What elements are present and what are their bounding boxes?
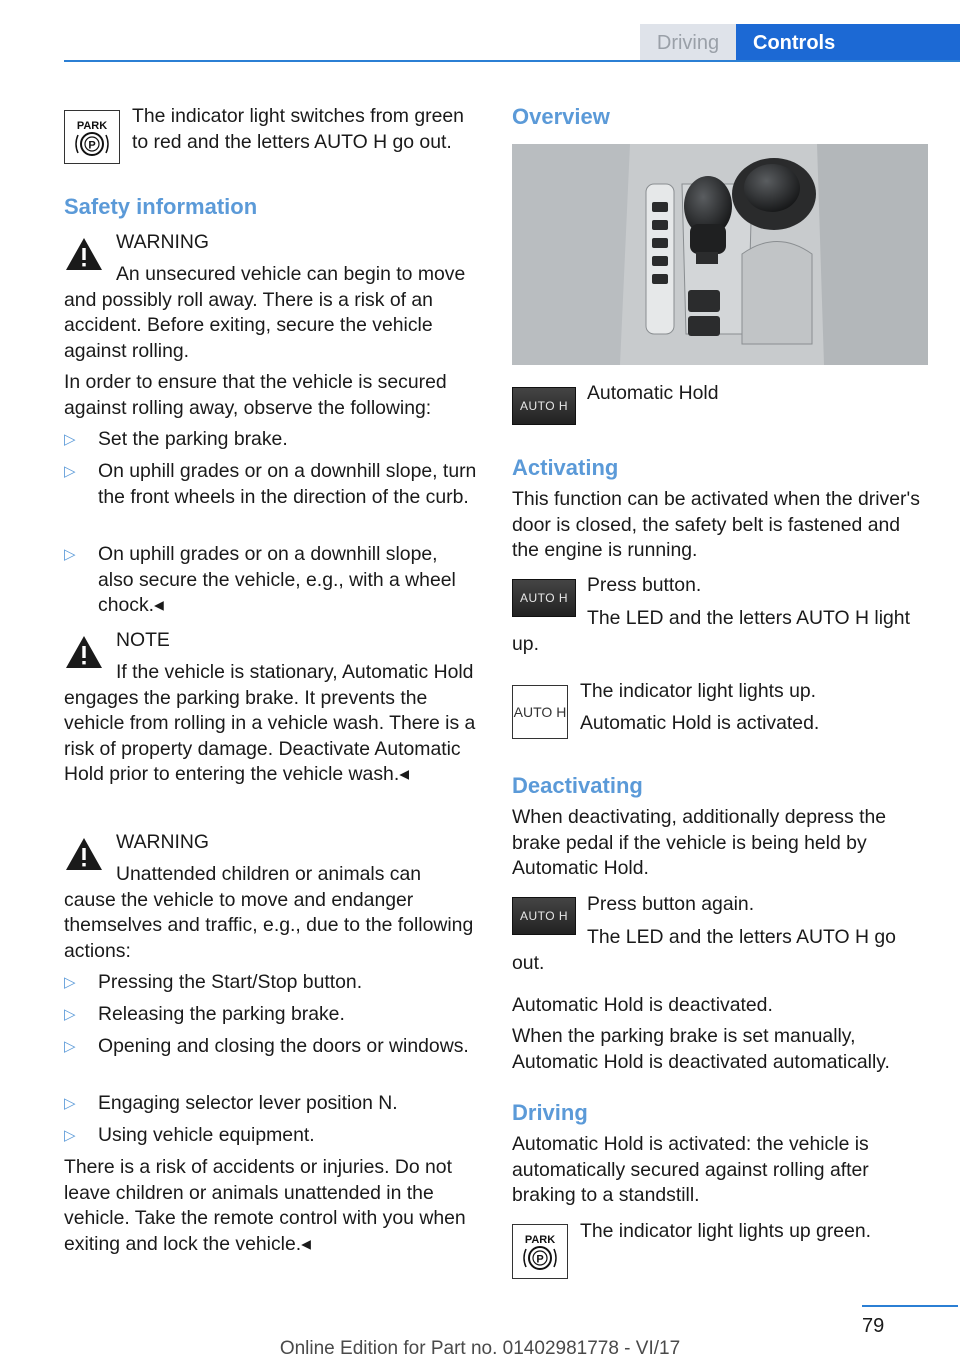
green-light-text: The indicator light lights up green. — [580, 1220, 872, 1242]
manual-brake-text: When the parking brake is set manually, Automatic Hold is deactivated automatically. — [512, 1025, 890, 1073]
note-text: If the vehicle is stationary, Automatic Hold engages the parking brake. It prevents the vehicle from rolling in a vehicle wash. There is a risk of property damage. Deactivate Automatic Hold prior to entering the vehicle wash.◂ — [64, 661, 476, 785]
warning-text: An unsecured vehicle can begin to move and possibly roll away. There is a risk of an accident. Before exiting, secure the vehicle against rolling. — [64, 263, 466, 362]
park-intro-text: The indicator light switches from green to red and the letters AUTO H go out. — [132, 105, 464, 153]
warning-text: Unattended children or animals can cause the vehicle to move and endanger themselves and traffic, e.g., due to the following actions: — [64, 863, 474, 962]
warning-title: WARNING — [116, 831, 209, 853]
footer-rule — [862, 1305, 958, 1307]
svg-text:P: P — [88, 139, 96, 152]
header-rule — [64, 60, 960, 62]
svg-text:PARK: PARK — [76, 120, 108, 132]
indicator-lights-text: The indicator light lights up. — [580, 680, 817, 702]
warning-title: WARNING — [116, 231, 209, 253]
bullet-triangle-icon: ▷ — [64, 431, 76, 448]
auto-h-button-icon: AUTO H — [512, 897, 576, 935]
auto-h-indicator-icon — [512, 685, 568, 739]
svg-text:P: P — [536, 1253, 544, 1266]
park-brake-icon — [64, 110, 120, 164]
press-button-text: Press button. — [587, 574, 702, 596]
deactivating-text: When deactivating, additionally depress the brake pedal if the vehicle is being held by Automatic Hold. — [512, 806, 887, 879]
list-item-text: On uphill grades or on a downhill slope, also secure the vehicle, e.g., with a wheel chock.◂ — [98, 543, 456, 616]
list-item-text: Opening and closing the doors or windows. — [98, 1035, 469, 1057]
list-item-text: Engaging selector lever position N. — [98, 1092, 398, 1114]
ah-activated-text: Automatic Hold is activated. — [580, 712, 820, 734]
note-title: NOTE — [116, 629, 170, 651]
center-console-photo — [512, 144, 928, 365]
deactivating-heading: Deactivating — [512, 773, 643, 798]
activating-text: This function can be activated when the driver's door is closed, the safety belt is fastened and the engine is running. — [512, 488, 920, 561]
svg-text:PARK: PARK — [524, 1234, 556, 1246]
bullet-triangle-icon: ▷ — [64, 1095, 76, 1112]
driving-heading: Driving — [512, 1100, 588, 1125]
warning-follow-text: There is a risk of accidents or injuries. Do not leave children or animals unattended in the vehicle. Take the remote control with you when exiting and lock the vehicle.◂ — [64, 1156, 466, 1255]
edition-footer: Online Edition for Part no. 01402981778 - VI/17 — [279, 1338, 681, 1359]
auto-h-label: Automatic Hold — [587, 382, 719, 404]
list-item-text: On uphill grades or on a downhill slope, turn the front wheels in the direction of the curb. — [98, 460, 477, 508]
list-item-text: Pressing the Start/Stop button. — [98, 971, 363, 993]
activating-heading: Activating — [512, 455, 619, 480]
header-section-tab: Driving — [640, 24, 736, 62]
ah-deactivated-text: Automatic Hold is deactivated. — [512, 994, 773, 1016]
page-number: 79 — [862, 1315, 885, 1337]
auto-h-button-icon: AUTO H — [512, 579, 576, 617]
auto-h-indicator-label: AUTO H — [513, 704, 567, 720]
list-item-text: Set the parking brake. — [98, 428, 288, 450]
bullet-triangle-icon: ▷ — [64, 974, 76, 991]
park-brake-icon — [512, 1224, 568, 1279]
overview-heading: Overview — [512, 104, 610, 129]
auto-h-button-icon: AUTO H — [512, 387, 576, 425]
warning-follow-text: In order to ensure that the vehicle is secured against rolling away, observe the following: — [64, 371, 447, 419]
driving-text: Automatic Hold is activated: the vehicle is automatically secured against rolling after braking to a standstill. — [512, 1133, 869, 1206]
led-light-up-text: The LED and the letters AUTO H light up. — [512, 607, 910, 655]
list-item-text: Using vehicle equipment. — [98, 1124, 315, 1146]
bullet-triangle-icon: ▷ — [64, 1127, 76, 1144]
header-chapter-tab: Controls — [736, 24, 960, 62]
led-go-out-text: The LED and the letters AUTO H go out. — [512, 926, 896, 974]
bullet-triangle-icon: ▷ — [64, 463, 76, 480]
press-again-text: Press button again. — [587, 893, 755, 915]
bullet-triangle-icon: ▷ — [64, 546, 76, 563]
list-item-text: Releasing the parking brake. — [98, 1003, 345, 1025]
bullet-triangle-icon: ▷ — [64, 1006, 76, 1023]
safety-heading: Safety information — [64, 194, 258, 219]
bullet-triangle-icon: ▷ — [64, 1038, 76, 1055]
